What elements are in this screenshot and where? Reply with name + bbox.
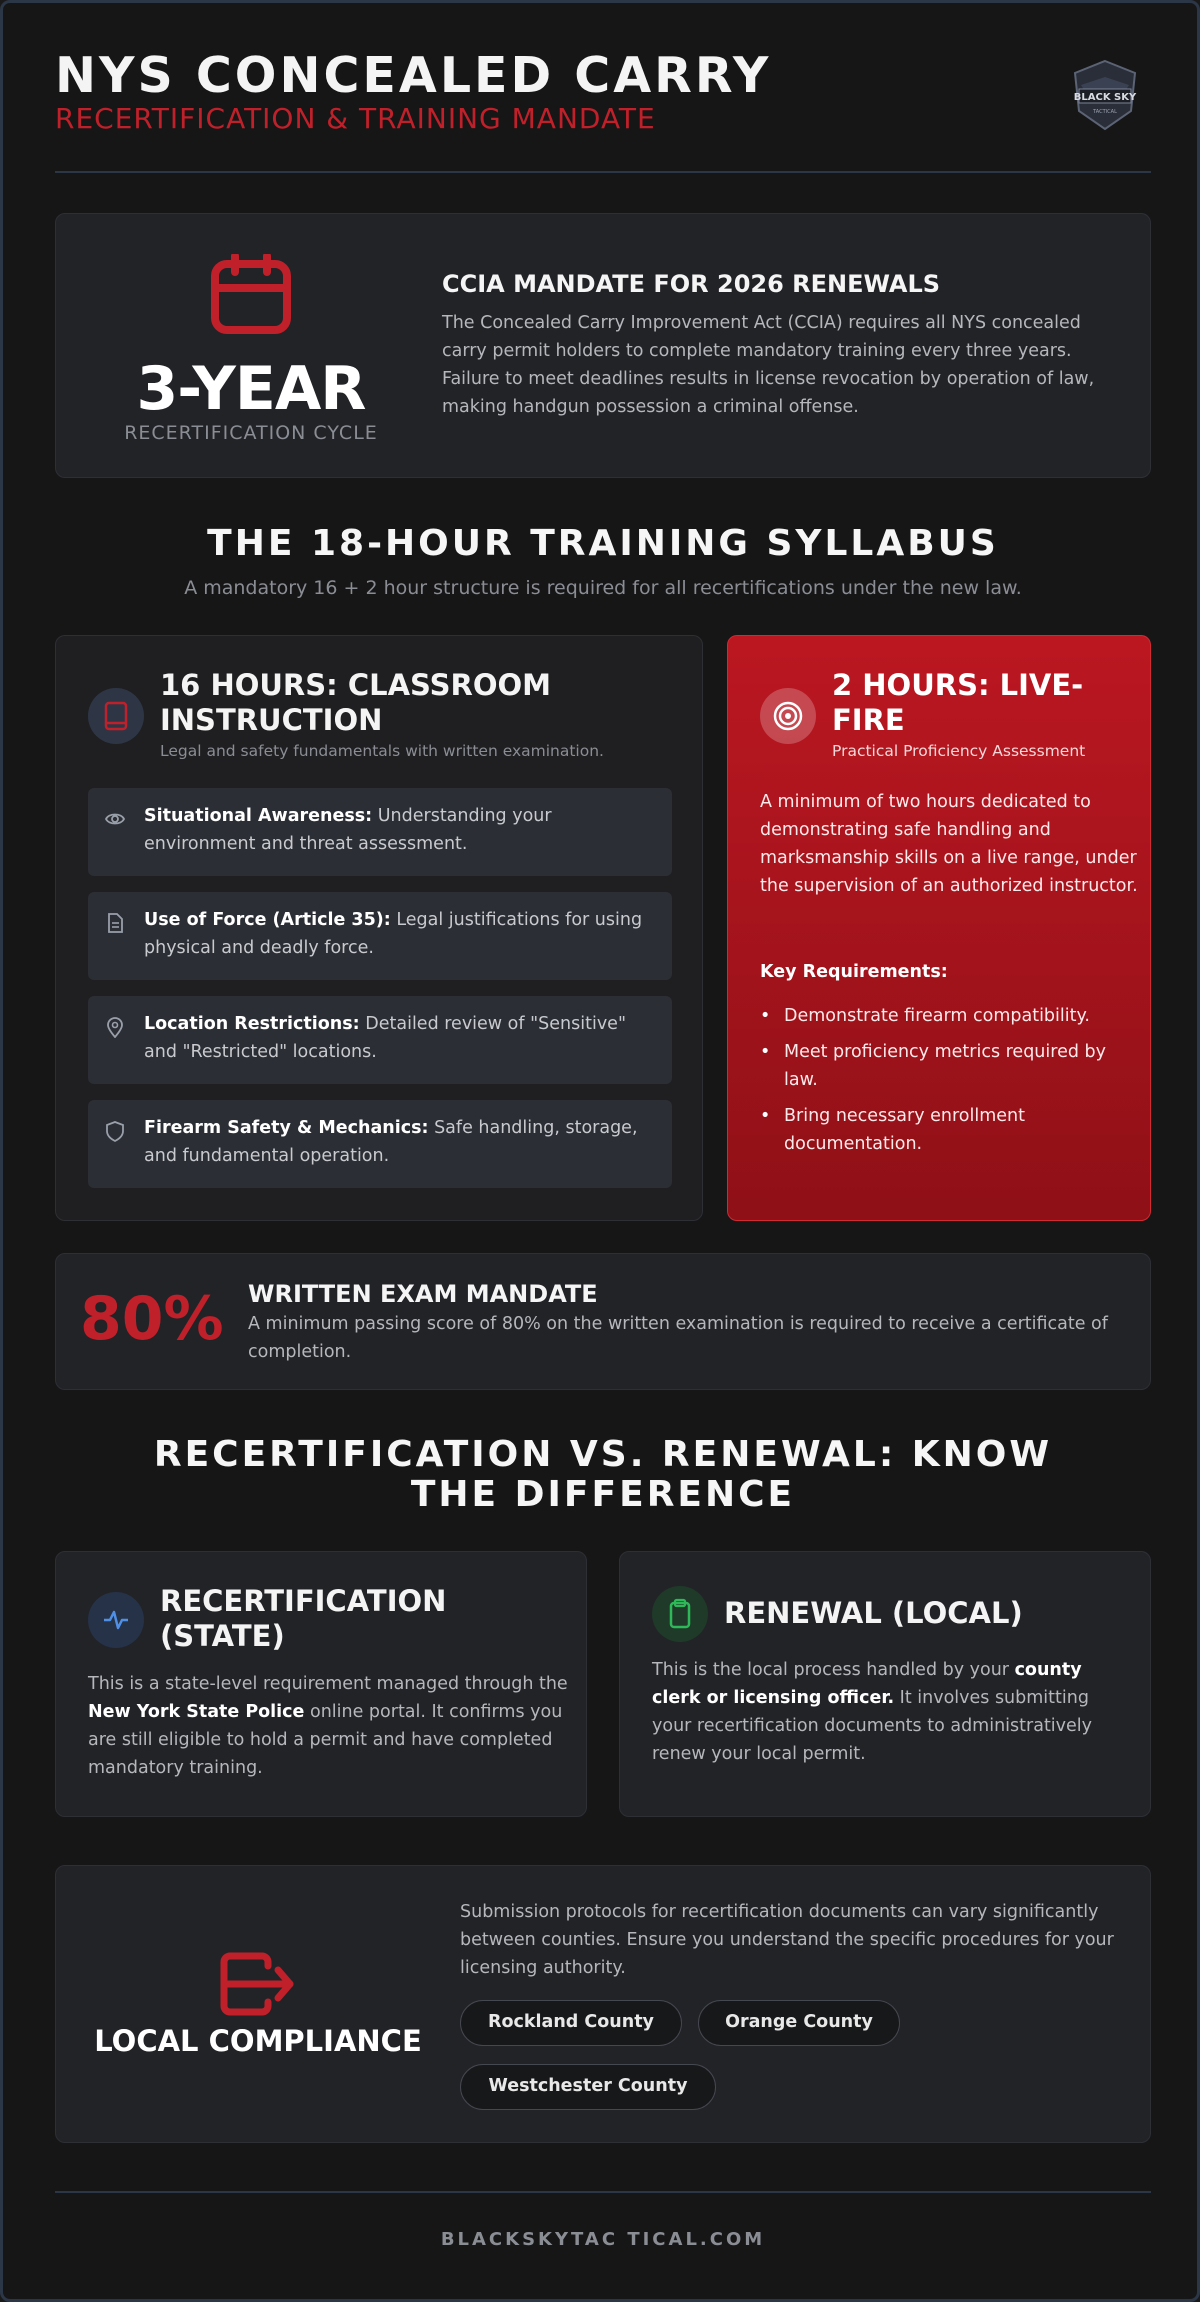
hero-title: CCIA MANDATE FOR 2026 RENEWALS (442, 270, 941, 298)
county-pill-westchester[interactable]: Westchester County (460, 2064, 716, 2110)
list-item (88, 788, 672, 876)
hero-card (55, 213, 1151, 478)
recertification-card (55, 1551, 587, 1817)
item-text: Legal justifications for using physical and deadly force. (144, 910, 643, 958)
classroom-card (55, 635, 703, 1221)
item-label: Use of Force (Article 35): (144, 910, 391, 930)
svg-text:TACTICAL: TACTICAL (1093, 109, 1117, 115)
recertification-text: This is a state-level requirement managed through the New York State Police online portal. It confirms you are still eligible to hold a permit and have completed mandatory training. (88, 1674, 568, 1778)
livefire-title: 2 HOURS: LIVE-FIRE (832, 668, 1084, 737)
requirements-heading: Key Requirements: (760, 962, 948, 982)
item-label: Location Restrictions: (144, 1014, 360, 1034)
exam-title: WRITTEN EXAM MANDATE (248, 1280, 598, 1308)
local-compliance-card (55, 1865, 1151, 2143)
cycle-value: 3-YEAR (136, 354, 366, 424)
requirements-list (760, 1002, 1140, 1166)
exam-card (55, 1253, 1151, 1390)
recertification-title: RECERTIFICATION (STATE) (160, 1584, 447, 1653)
activity-icon (88, 1592, 144, 1648)
header-divider (55, 171, 1151, 173)
svg-text:BLACK SKY: BLACK SKY (1073, 92, 1137, 103)
item-text: Understanding your environment and threat assessment. (144, 806, 552, 854)
footer-url[interactable]: BLACKSKYTAC TICAL.COM (440, 2229, 766, 2250)
list-item: • Meet proficiency metrics required by law. (760, 1038, 1140, 1094)
local-compliance-title: LOCAL COMPLIANCE (94, 2024, 422, 2058)
list-item (88, 996, 672, 1084)
page-subtitle: RECERTIFICATION & TRAINING MANDATE (55, 102, 656, 135)
exam-score: 80% (80, 1284, 224, 1354)
item-label: Situational Awareness: (144, 806, 373, 826)
compare-title: RECERTIFICATION VS. RENEWAL: KNOW THE DIFFERENCE (153, 1434, 1053, 1515)
county-pill-orange[interactable]: Orange County (698, 2000, 900, 2046)
list-item: • Demonstrate firearm compatibility. (760, 1002, 1140, 1030)
exam-text: A minimum passing score of 80% on the written examination is required to receive a certificate of completion. (248, 1314, 1108, 1362)
renewal-title: RENEWAL (LOCAL) (724, 1596, 1023, 1630)
livefire-card (727, 635, 1151, 1221)
county-pill-rockland[interactable]: Rockland County (460, 2000, 682, 2046)
target-icon (760, 688, 816, 744)
syllabus-subtitle: A mandatory 16 + 2 hour structure is required for all recertifications under the new law. (184, 577, 1022, 599)
cycle-caption: RECERTIFICATION CYCLE (124, 422, 378, 444)
classroom-subtitle: Legal and safety fundamentals with written examination. (160, 742, 604, 760)
page-title: NYS CONCEALED CARRY (55, 47, 772, 104)
clipboard-icon (652, 1586, 708, 1642)
item-label: Firearm Safety & Mechanics: (144, 1118, 429, 1138)
hero-text: The Concealed Carry Improvement Act (CCIA) requires all NYS concealed carry permit holders to complete mandatory training every three years. Failure to meet deadlines results in license revocation by operation of law, making handgun possession a criminal offense. (442, 313, 1095, 417)
livefire-subtitle: Practical Proficiency Assessment (832, 742, 1086, 760)
brand-logo (1065, 55, 1145, 135)
list-item (88, 1100, 672, 1188)
document-icon (104, 912, 126, 934)
syllabus-title: THE 18-HOUR TRAINING SYLLABUS (207, 523, 999, 564)
footer-divider (55, 2191, 1151, 2193)
list-item: • Bring necessary enrollment documentation. (760, 1102, 1140, 1158)
livefire-text: A minimum of two hours dedicated to demonstrating safe handling and marksmanship skills on a live range, under the supervision of an authorized instructor. (760, 792, 1138, 896)
renewal-card (619, 1551, 1151, 1817)
export-icon (220, 1952, 296, 2020)
calendar-icon (211, 254, 291, 338)
shield-icon (104, 1120, 126, 1142)
local-compliance-text: Submission protocols for recertification documents can vary significantly between counties. Ensure you understand the specific procedures for your licensing authority. (460, 1902, 1114, 1978)
list-item (88, 892, 672, 980)
map-pin-icon (104, 1016, 126, 1038)
eye-icon (104, 808, 126, 830)
item-text: Safe handling, storage, and fundamental operation. (144, 1118, 638, 1166)
item-text: Detailed review of "Sensitive" and "Restricted" locations. (144, 1014, 626, 1062)
classroom-title: 16 HOURS: CLASSROOM INSTRUCTION (160, 668, 552, 737)
book-icon (88, 688, 144, 744)
renewal-text: This is the local process handled by your county clerk or licensing officer. It involves submitting your recertification documents to administratively renew your local permit. (652, 1660, 1093, 1764)
